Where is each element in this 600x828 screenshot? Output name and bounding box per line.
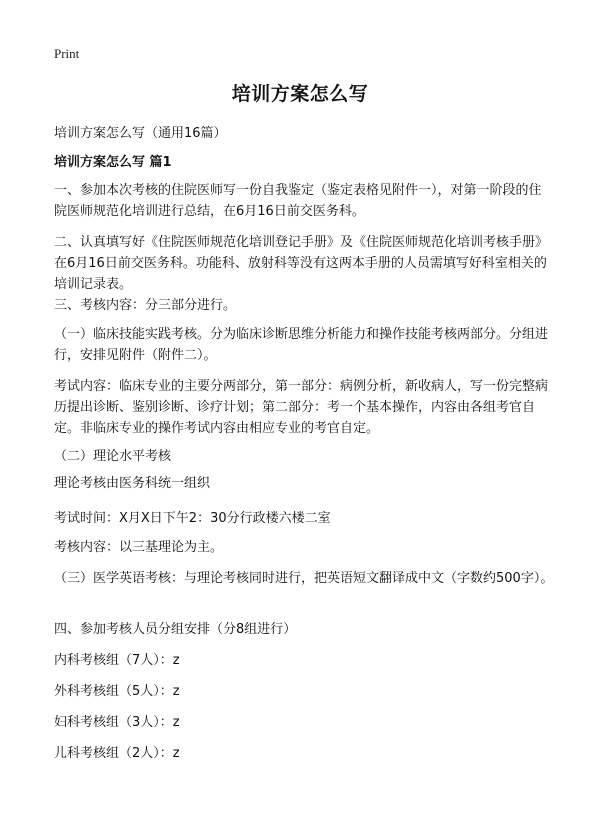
paragraph-exam-time: 考试时间：X月X日下午2：30分行政楼六楼二室 [54,511,331,526]
paragraph-english-exam: （三）医学英语考核：与理论考核同时进行，把英语短文翻译成中文（字数约500字）。 [54,571,554,586]
paragraph-grouping: 四、参加考核人员分组安排（分8组进行） [54,622,297,637]
paragraph-exam-content: 三、考核内容：分三部分进行。 [54,298,237,313]
paragraph-theory-content: 考核内容：以三基理论为主。 [54,540,224,555]
paragraph-self-assessment: 一、参加本次考核的住院医师写一份自我鉴定（鉴定表格见附件一），对第一阶段的住院医师规范化培训进行总结，在6月16日前交医务科。 [54,183,542,219]
list-item-pediatrics: 儿科考核组（2人）：z [54,746,180,761]
page-title: 培训方案怎么写 [231,83,369,105]
list-item-surgery: 外科考核组（5人）：z [54,684,180,699]
list-item-gynecology: 妇科考核组（3人）：z [54,715,180,730]
list-item-internal-medicine: 内科考核组（7人）：z [54,653,180,668]
paragraph-handbook: 二、认真填写好《住院医师规范化培训登记手册》及《住院医师规范化培训考核手册》在6月16日前交医务科。功能科、放射科等没有这两本手册的人员需填写好科室相关的培训记录表。 [54,235,549,292]
section-heading: 培训方案怎么写 篇1 [54,155,172,170]
print-button[interactable]: Print [54,46,80,61]
paragraph-clinical-skills: （一）临床技能实践考核。分为临床诊断思维分析能力和操作技能考核两部分。分组进行，安排见附件（附件二）。 [54,327,549,363]
paragraph-exam-details: 考试内容：临床专业的主要分两部分，第一部分：病例分析，新收病人，写一份完整病历提出诊断、鉴别诊断、诊疗计划；第二部分：考一个基本操作，内容由各组考官自定。非临床专业的操作考试内容由相应专业的考官自定。 [54,379,549,436]
document-subtitle: 培训方案怎么写（通用16篇） [54,126,227,141]
paragraph-theory-organizer: 理论考核由医务科统一组织 [54,476,211,491]
paragraph-theory-heading: （二）理论水平考核 [54,449,172,464]
